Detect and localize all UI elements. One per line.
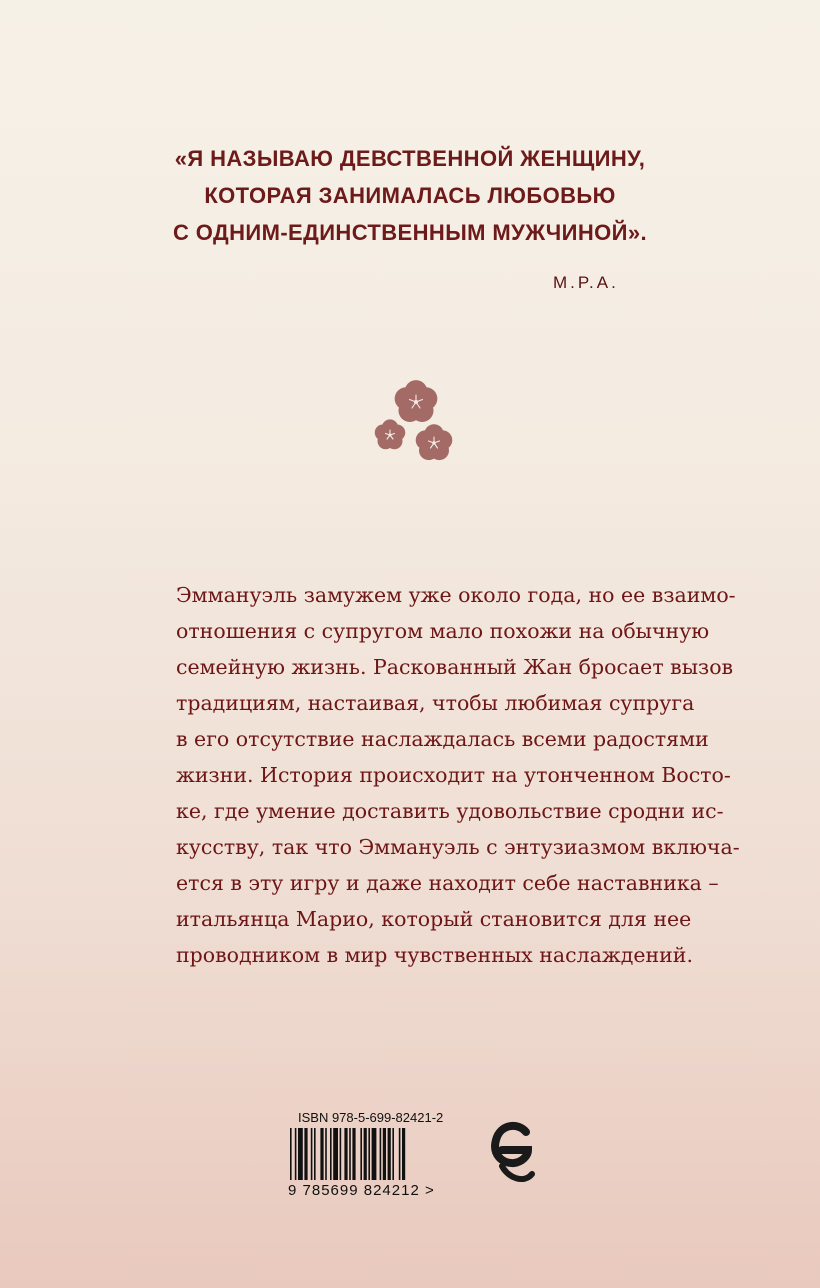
description-line: ется в эту игру и даже находит себе наставника – [176, 871, 719, 895]
description-line: традициям, настаивая, чтобы любимая супруга [176, 691, 695, 715]
quote-line: КОТОРАЯ ЗАНИМАЛАСЬ ЛЮБОВЬЮ [204, 183, 616, 208]
quote-line: С ОДНИМ-ЕДИНСТВЕННЫМ МУЖЧИНОЙ». [173, 220, 647, 245]
publisher-logo-icon [488, 1114, 536, 1194]
description-line: семейную жизнь. Раскованный Жан бросает вызов [176, 655, 734, 679]
description-line: кусству, так что Эммануэль с энтузиазмом включа- [176, 835, 740, 859]
barcode [286, 1128, 482, 1190]
book-description [176, 577, 740, 973]
description-line: жизни. История происходит на утонченном Восто- [176, 763, 731, 787]
barcode-digits: 9 785699 824212 > [288, 1182, 435, 1199]
description-line: ке, где умение доставить удовольствие сродни ис- [176, 799, 724, 823]
description-line: итальянца Марио, который становится для нее [176, 907, 692, 931]
description-line: в его отсутствие наслаждалась всеми радостями [176, 727, 709, 751]
quote-line: «Я НАЗЫВАЮ ДЕВСТВЕННОЙ ЖЕНЩИНУ, [174, 146, 646, 171]
description-line: Эммануэль замужем уже около года, но ее взаимо- [176, 583, 736, 607]
description-line: отношения с супругом мало похожи на обычную [176, 619, 710, 643]
epigraph-quote [0, 140, 820, 251]
quote-attribution: М.Р.А. [553, 273, 619, 292]
flower-cluster-icon [370, 376, 460, 466]
description-line: проводником в мир чувственных наслаждений. [176, 943, 693, 967]
isbn-label: ISBN 978-5-699-82421-2 [298, 1110, 444, 1125]
